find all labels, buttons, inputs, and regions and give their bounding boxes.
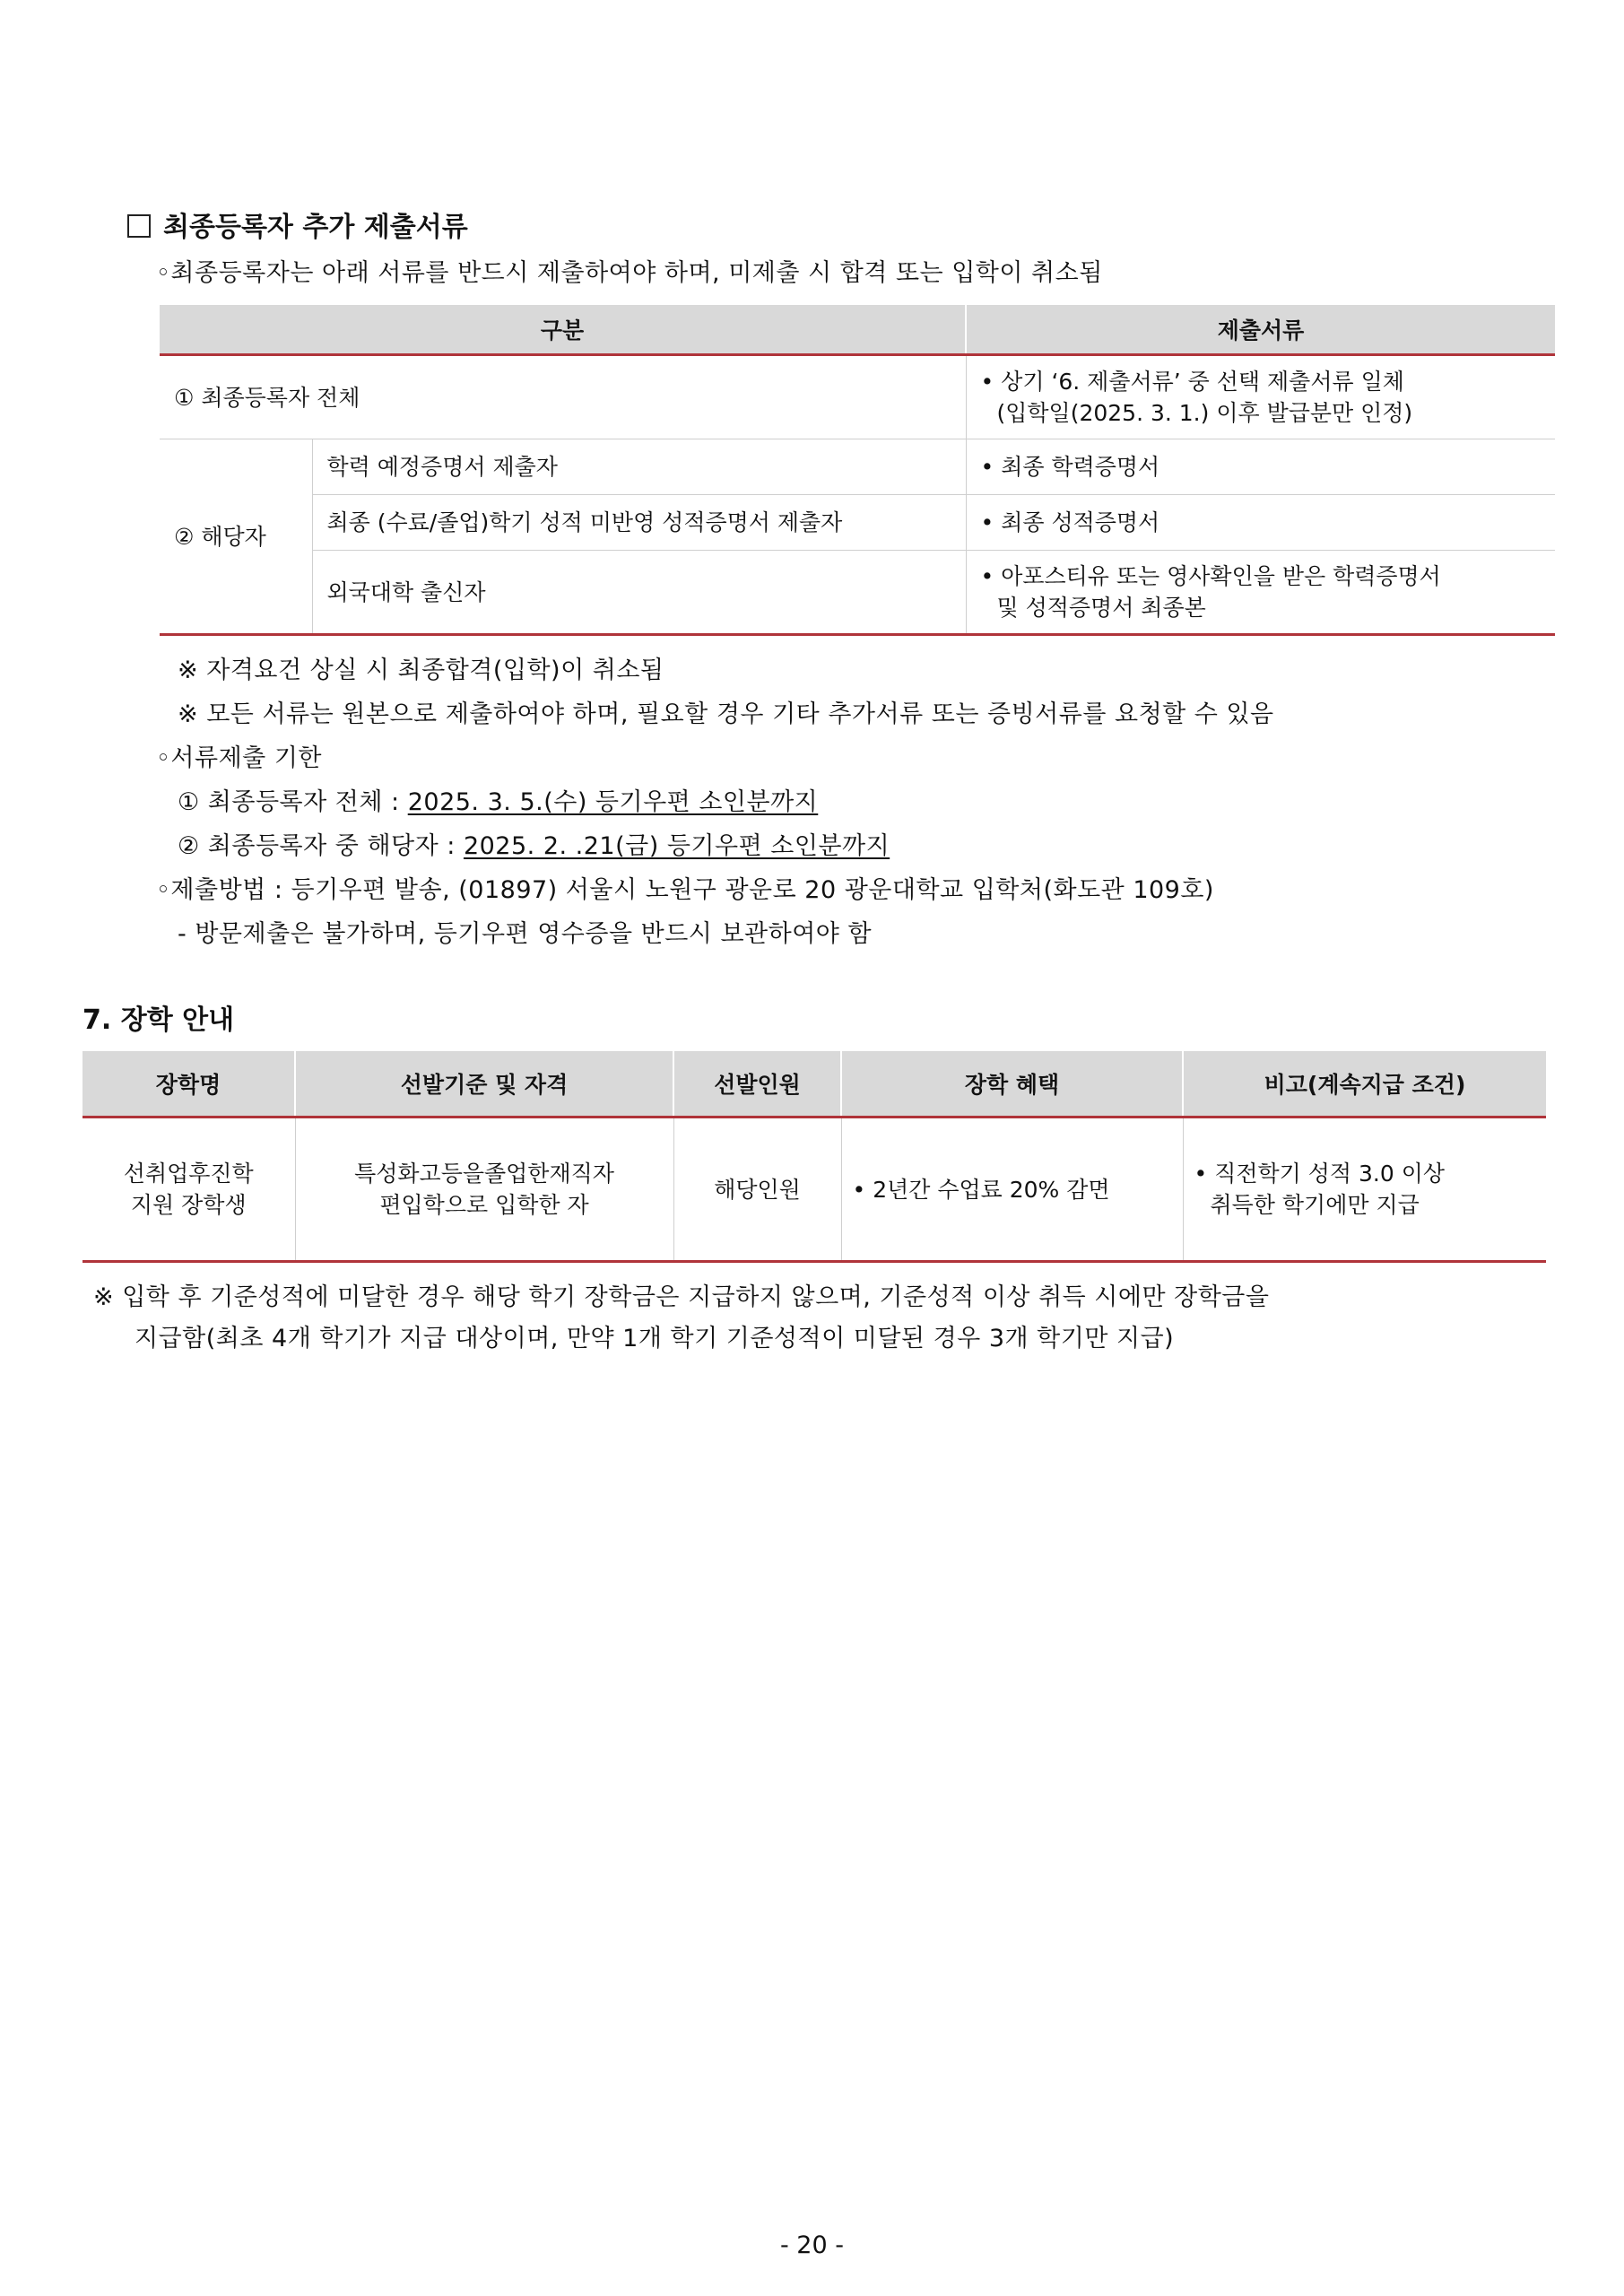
note-originals: ※ 모든 서류는 원본으로 제출하여야 하며, 필요할 경우 기타 추가서류 또는 증빙서류를 요청할 수 있음	[178, 700, 1274, 728]
scholarship-criteria: 특성화고등을졸업한재직자 편입학으로 입학한 자	[295, 1118, 673, 1262]
row-docs: • 최종 성적증명서	[966, 495, 1555, 551]
header-criteria: 선발기준 및 자격	[295, 1051, 673, 1118]
deadline-all: ① 최종등록자 전체 : 2025. 3. 5.(수) 등기우편 소인분까지	[178, 788, 819, 816]
row-all-registrants-docs: • 상기 ‘6. 제출서류’ 중 선택 제출서류 일체 (입학일(2025. 3. 1.) 이후 발급분만 인정)	[966, 355, 1555, 439]
header-benefit: 장학 혜택	[841, 1051, 1183, 1118]
final-docs-table	[160, 305, 1555, 636]
section-title-final-docs: 최종등록자 추가 제출서류	[127, 204, 468, 244]
submission-method-note: - 방문제출은 불가하며, 등기우편 영수증을 반드시 보관하여야 함	[178, 920, 873, 948]
note-qualification: ※ 자격요건 상실 시 최종합격(입학)이 취소됨	[178, 657, 664, 684]
table-row	[83, 1118, 1546, 1262]
submission-method: ◦제출방법 : 등기우편 발송, (01897) 서울시 노원구 광운로 20 광운대학교 입학처(화도관 109호)	[156, 876, 1214, 904]
row-sub-label: 학력 예정증명서 제출자	[312, 439, 966, 495]
page-number: - 20 -	[779, 2231, 844, 2259]
row-sub-label: 최종 (수료/졸업)학기 성적 미반영 성적증명서 제출자	[312, 495, 966, 551]
row-sub-label: 외국대학 출신자	[312, 551, 966, 635]
table-row	[160, 495, 1555, 551]
scholarship-count: 해당인원	[673, 1118, 841, 1262]
table-row	[160, 439, 1555, 495]
deadline-title: ◦서류제출 기한	[156, 744, 323, 772]
scholarship-name: 선취업후진학 지원 장학생	[83, 1118, 295, 1262]
row-docs: • 최종 학력증명서	[966, 439, 1555, 495]
scholarship-table	[83, 1051, 1546, 1263]
header-count: 선발인원	[673, 1051, 841, 1118]
scholarship-benefit: • 2년간 수업료 20% 감면	[841, 1118, 1183, 1262]
scholarship-footnote-line1: ※ 입학 후 기준성적에 미달한 경우 해당 학기 장학금은 지급하지 않으며, 기준성적 이상 취득 시에만 장학금을	[93, 1283, 1270, 1311]
group-applicable-label: ② 해당자	[160, 439, 312, 635]
deadline-applicable: ② 최종등록자 중 해당자 : 2025. 2. .21(금) 등기우편 소인분까지	[178, 832, 890, 860]
header-remark: 비고(계속지급 조건)	[1183, 1051, 1546, 1118]
table-header-row	[160, 305, 1555, 355]
table-header-row	[83, 1051, 1546, 1118]
section-title-scholarship: 7. 장학 안내	[83, 1004, 235, 1036]
row-all-registrants-label: ① 최종등록자 전체	[160, 355, 966, 439]
final-docs-intro: ◦최종등록자는 아래 서류를 반드시 제출하여야 하며, 미제출 시 합격 또는 입학이 취소됨	[156, 259, 1103, 287]
header-category: 구분	[160, 305, 966, 355]
header-documents: 제출서류	[966, 305, 1555, 355]
table-row	[160, 355, 1555, 439]
header-scholarship-name: 장학명	[83, 1051, 295, 1118]
scholarship-footnote-line2: 지급함(최초 4개 학기가 지급 대상이며, 만약 1개 학기 기준성적이 미달된 경우 3개 학기만 지급)	[135, 1325, 1175, 1352]
checkbox-square-icon	[127, 214, 151, 238]
table-row	[160, 551, 1555, 635]
scholarship-remark: • 직전학기 성적 3.0 이상 취득한 학기에만 지급	[1183, 1118, 1546, 1262]
row-docs: • 아포스티유 또는 영사확인을 받은 학력증명서 및 성적증명서 최종본	[966, 551, 1555, 635]
